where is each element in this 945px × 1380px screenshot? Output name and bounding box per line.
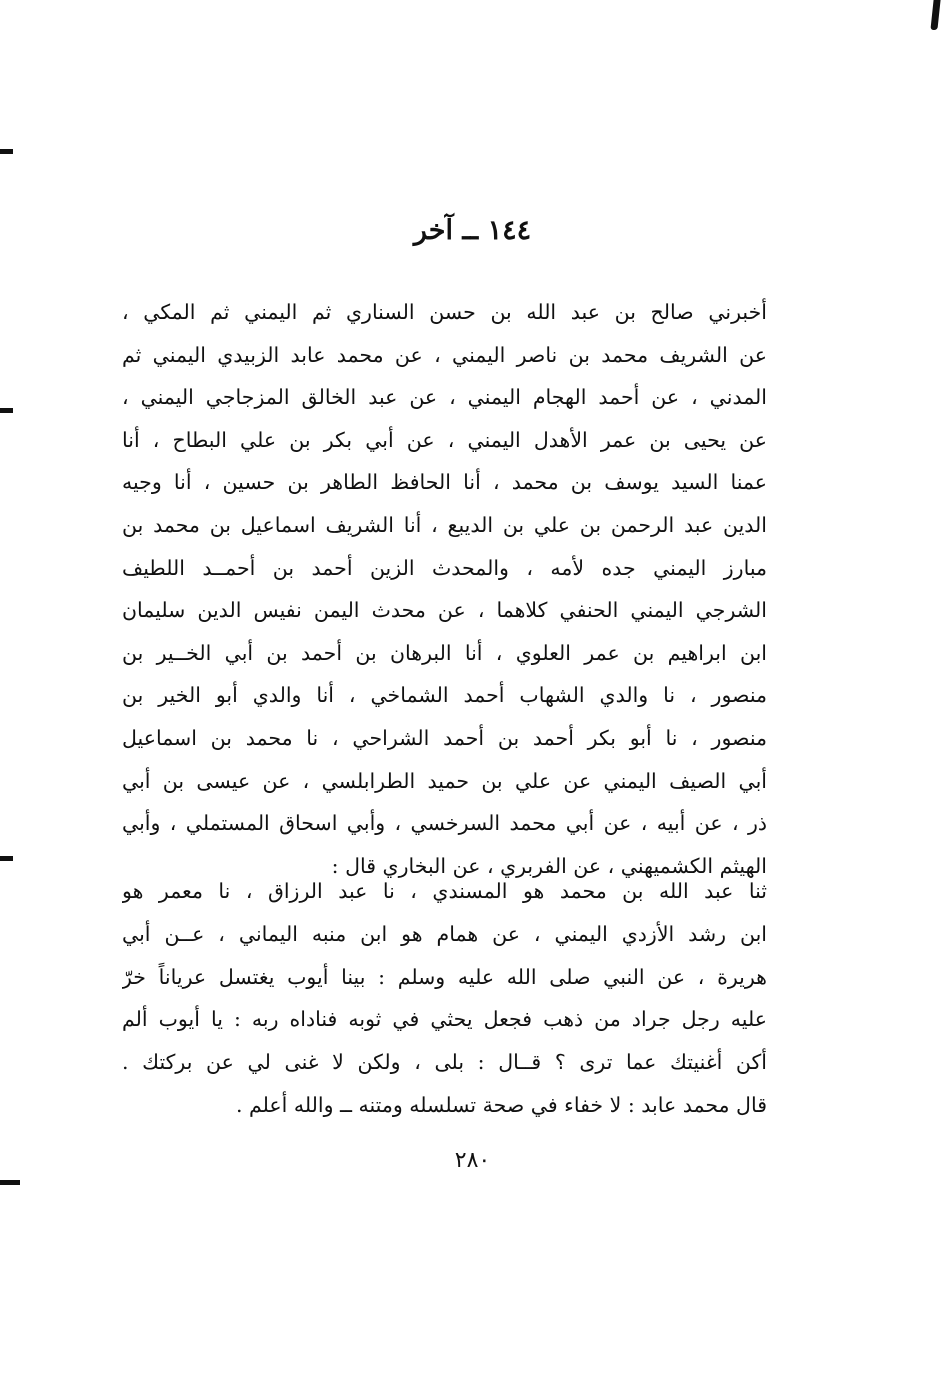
text-line: أكن أغنيتك عما ترى ؟ قــال : بلى ، ولكن لا غنى لي عن بركتك .: [122, 1050, 767, 1075]
text-line: هريرة ، عن النبي صلى الله عليه وسلم : بينا أيوب يغتسل عرياناً خرّ: [122, 964, 767, 989]
text-line: أخبرني صالح بن عبد الله بن حسن السناري ثم اليمني ثم المكي ،: [122, 300, 767, 324]
text-line: أبي الصيف اليمني عن علي بن حميد الطرابلسي ، عن عيسى بن أبي: [122, 768, 767, 793]
text-line: ذر ، عن أبيه ، عن أبي محمد السرخسي ، وأبي اسحاق المستملي ، وأبي: [122, 811, 767, 836]
text-line: عن يحيى بن عمر الأهدل اليمني ، عن أبي بكر بن علي البطاح ، أنا: [122, 427, 767, 452]
text-line: الهيثم الكشميهني ، عن الفربري ، عن البخاري قال :: [331, 853, 767, 878]
text-line: ثنا عبد الله بن محمد هو المسندي ، نا عبد الرزاق ، نا معمر هو: [122, 879, 767, 903]
section-heading: ١٤٤ ــ آخر: [413, 215, 532, 246]
text-line: الدين عبد الرحمن بن علي بن الديبع ، أنا الشريف اسماعيل بن محمد بن: [122, 512, 767, 537]
text-line: المدني ، عن أحمد الهجام اليمني ، عن عبد الخالق المزجاجي اليمني ،: [122, 385, 767, 410]
text-line: الشرجي اليمني الحنفي كلاهما ، عن محدث اليمن نفيس الدين سليمان: [122, 598, 767, 623]
text-line: عليه رجل جراد من ذهب فجعل يحثي في ثوبه فناداه ربه : يا أيوب ألم: [122, 1007, 767, 1032]
text-line: ابن ابراهيم بن عمر العلوي ، أنا البرهان بن أحمد بن أبي الخــير بن: [122, 640, 767, 665]
scan-margin-mark-4: [0, 1180, 20, 1185]
hadith-matn-paragraph: [122, 870, 767, 1127]
scan-margin-mark-2: [0, 408, 13, 413]
page-number: ٢٨٠: [454, 1148, 491, 1173]
text-line: منصور ، نا أبو بكر أحمد بن أحمد الشراحي ، نا محمد بن اسماعيل: [122, 725, 767, 750]
text-line: ابن رشد الأزدي اليمني ، عن همام هو ابن منبه اليماني ، عــن أبي: [122, 921, 767, 946]
scan-margin-mark-3: [0, 856, 13, 861]
scan-corner-mark: [930, 0, 940, 30]
hadith-isnad-paragraph: [122, 291, 767, 887]
text-line: منصور ، نا والدي الشهاب أحمد الشماخي ، أنا والدي أبو الخير بن: [122, 683, 767, 708]
text-line: عمنا السيد يوسف بن محمد ، أنا الحافظ الطاهر بن حسين ، أنا وجيه: [122, 470, 767, 495]
text-line: مبارز اليمني جده لأمه ، والمحدث الزين أحمد بن أحمــد اللطيف: [122, 555, 767, 580]
text-line: قال محمد عابد : لا خفاء في صحة تسلسله ومتنه ــ والله أعلم .: [235, 1092, 767, 1117]
scan-margin-mark-1: [0, 149, 13, 154]
text-line: عن الشريف محمد بن ناصر اليمني ، عن محمد عابد الزبيدي اليمني ثم: [122, 342, 767, 367]
